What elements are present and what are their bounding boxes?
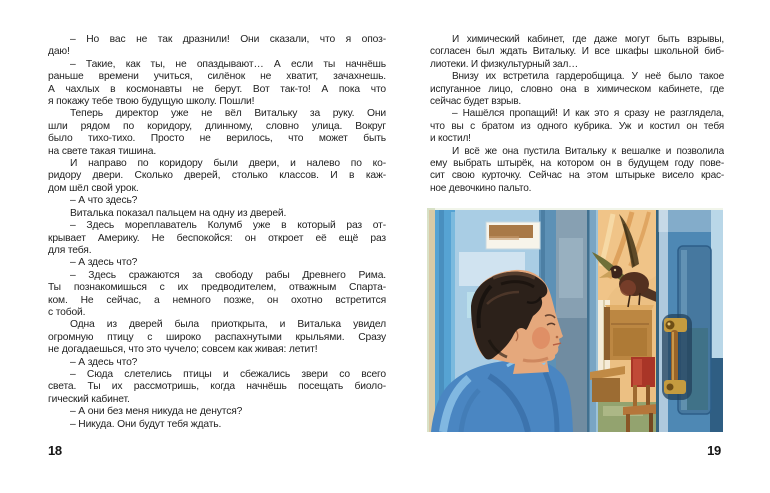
text-line: Виталька показал пальцем на одну из дверей. <box>70 207 287 219</box>
text-line: – А здесь что? <box>70 356 138 368</box>
illustration-doorway-scene <box>427 208 723 432</box>
text-line: что вы с братом из одного кубрика. Уж и костил он тебя <box>430 120 724 132</box>
text-line: – Никуда. Они будут тебя ждать. <box>70 418 222 430</box>
paragraph <box>48 270 386 320</box>
page-left-text <box>48 34 386 431</box>
paragraph <box>48 195 386 207</box>
text-line: шли рядом по коридору, длинному, словно улица. Вокруг <box>48 120 386 132</box>
text-line: сейчас будет взрыв. <box>430 96 522 108</box>
paragraph <box>430 146 724 196</box>
door-handle <box>662 314 692 400</box>
text-line: не догадаешься, что это чучело; совсем как живая: летит! <box>48 344 318 356</box>
text-line: даю! <box>48 46 70 58</box>
text-line: Внизу их встретила гардеробщица. У неё было такое <box>452 71 724 83</box>
paragraph <box>48 357 386 369</box>
paragraph <box>48 257 386 269</box>
desk <box>590 366 625 402</box>
page-number-left: 18 <box>48 443 62 458</box>
paragraph <box>48 208 386 220</box>
paragraph <box>48 108 386 158</box>
paragraph <box>48 369 386 406</box>
page-right-text <box>430 34 724 195</box>
text-line: крывает Америку. Не беспокойся: он откроет её ещё раз <box>48 232 386 244</box>
text-line: дом шёл свой урок. <box>48 182 139 194</box>
text-line: Ты познакомишься с их предводителем, отважным Спарта- <box>48 282 386 294</box>
text-line: сит свою курточку. Сейчас на этом штырьке висело крас- <box>430 170 724 182</box>
paragraph <box>430 34 724 71</box>
paragraph <box>48 34 386 59</box>
page-number-right: 19 <box>707 443 721 458</box>
text-line: я покажу тебе твою будущую школу. Пошли! <box>48 96 255 108</box>
text-line: лиотеки. И физкультурный зал… <box>430 58 579 70</box>
text-line: света. Ты их рассмотришь, когда начнёшь посещать биоло- <box>48 381 386 393</box>
text-line: было тихо-тихо. Просто не верилось, что может быть <box>48 133 386 145</box>
text-line: для тебя. <box>48 244 92 256</box>
paragraph <box>48 59 386 109</box>
text-line: гический кабинет. <box>48 393 130 405</box>
text-line: – Нашёлся пропащий! И как это я сразу не разглядела, <box>452 108 724 120</box>
text-line: А чахлых в космонавты не берут. Вот так-то! А пока что <box>48 83 386 95</box>
door-sign <box>486 222 540 249</box>
text-line: – Но вас не так дразнили! Они сказали, что я опоз- <box>70 34 386 45</box>
text-line: ное девочкино пальто. <box>430 182 532 194</box>
text-line: – Такие, как ты, не опаздывают… А если ты начнёшь <box>70 58 386 70</box>
text-line: И направо по коридору были двери, и налево по ко- <box>70 158 386 170</box>
text-line: согласен был ждать Витальку. И все шкафы школьной биб- <box>430 46 724 58</box>
paragraph <box>48 419 386 431</box>
text-line: – Сюда слетелись птицы и сбежались звери со всего <box>70 368 386 380</box>
text-line: с тобой. <box>48 306 86 318</box>
text-line: раньше времени учиться, силёнок не хватит, зачахнешь. <box>48 71 386 83</box>
text-line: ком. Не сейчас, а немного позже, он охотно встретится <box>48 294 386 306</box>
open-door <box>656 210 723 432</box>
text-line: на свете такая тишина. <box>48 145 157 157</box>
wooden-pedestal <box>604 305 654 360</box>
text-line: ридору двери. Сколько дверей, столько классов. И в каж- <box>48 170 386 182</box>
text-line: И всё же она пустила Витальку к вешалке и позволила <box>452 145 724 157</box>
nostril <box>556 336 559 339</box>
classroom-interior <box>590 210 665 432</box>
text-line: Теперь директор уже не вёл Витальку за руку. Они <box>70 108 386 120</box>
paragraph <box>48 406 386 418</box>
text-line: и костил! <box>430 133 471 145</box>
text-line: – Здесь мореплаватель Колумб уже в который раз от- <box>70 220 386 232</box>
paragraph <box>48 220 386 257</box>
paragraph <box>430 71 724 108</box>
text-line: испуганное лицо, словно она в химическом кабинете, где <box>430 83 724 95</box>
text-line: ему выбрать штырёк, на котором он в будущем году пове- <box>430 158 724 170</box>
paragraph <box>430 108 724 145</box>
paragraph <box>48 158 386 195</box>
text-line: – Здесь сражаются за свободу рабы Древнего Рима. <box>70 269 386 281</box>
text-line: – А что здесь? <box>70 195 138 207</box>
paragraph <box>48 319 386 356</box>
text-line: И химический кабинет, где даже могут быть взрывы, <box>452 34 724 45</box>
text-line: огромную птицу с широко распахнутыми крыльями. Сразу <box>48 331 386 343</box>
text-line: – А они без меня никуда не денутся? <box>70 406 243 418</box>
text-line: Одна из дверей была приоткрыта, и Виталька увидел <box>70 319 386 331</box>
text-line: – А здесь что? <box>70 257 138 269</box>
